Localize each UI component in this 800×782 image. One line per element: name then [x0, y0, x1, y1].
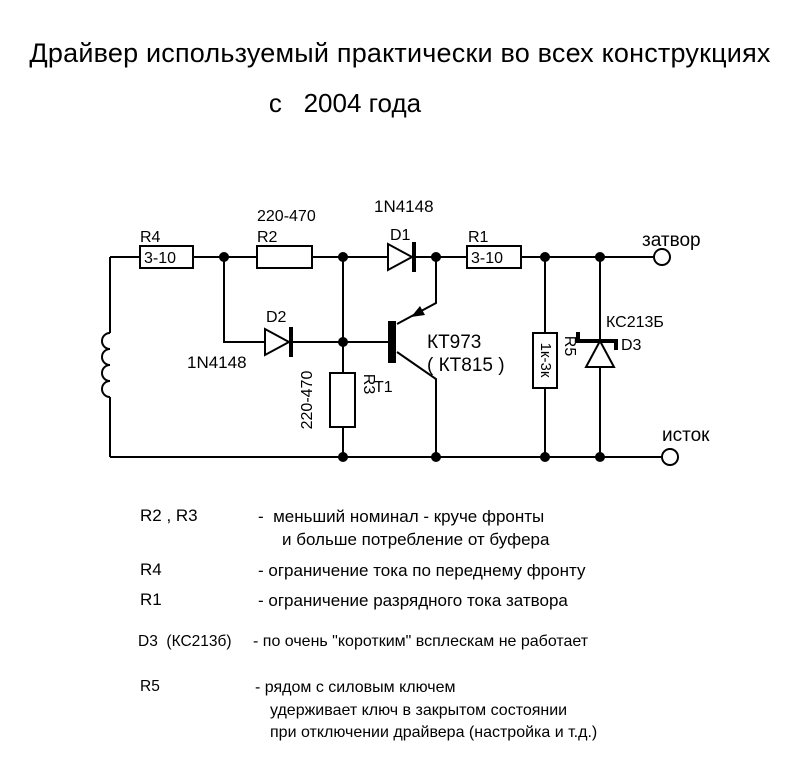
- d3-triangle: [586, 341, 614, 367]
- zener-diode-d3: [578, 314, 664, 367]
- d3-part-number: КС213Б: [606, 314, 664, 331]
- junction-dot: [431, 252, 441, 262]
- r2-label: R2: [257, 229, 278, 246]
- junction-dot: [595, 452, 605, 462]
- d1-label: D1: [390, 227, 411, 244]
- source-terminal: [662, 425, 710, 465]
- legend-row-1-label: R2 , R3: [140, 506, 198, 525]
- legend-row-2-label: R4: [140, 560, 162, 579]
- gate-terminal: [642, 230, 701, 265]
- resistor-r4: [140, 229, 193, 268]
- legend-row-4-line-1: - по очень "коротким" всплескам не работает: [253, 633, 589, 650]
- junction-dot: [338, 452, 348, 462]
- d1-part-number: 1N4148: [374, 197, 434, 216]
- junction-dot: [219, 252, 229, 262]
- junction-dot: [595, 252, 605, 262]
- junction-dot: [338, 252, 348, 262]
- r1-label: R1: [468, 229, 489, 246]
- legend-row-3-line-1: - ограничение разрядного тока затвора: [258, 591, 568, 610]
- legend-row-5-line-3: при отключении драйвера (настройка и т.д.): [270, 724, 598, 741]
- junction-dot: [338, 337, 348, 347]
- r2-value: 220-470: [257, 208, 316, 225]
- t1-part-number: КТ973: [427, 332, 482, 353]
- d1-triangle: [388, 244, 412, 270]
- r2-body: [257, 246, 312, 268]
- r4-label: R4: [140, 229, 161, 246]
- r3-body: [330, 373, 355, 427]
- d2-label: D2: [266, 309, 287, 326]
- gate-terminal-circle: [654, 249, 670, 265]
- gate-terminal-label: затвор: [642, 230, 701, 251]
- resistor-r3: [299, 371, 377, 430]
- t1-label: T1: [374, 379, 393, 396]
- legend-row-1-line-1: - меньший номинал - круче фронты: [258, 507, 545, 526]
- t1-alt-part-number: ( КТ815 ): [427, 355, 505, 376]
- legend-row-5-line-1: - рядом с силовым ключем: [255, 679, 456, 696]
- d2-part-number: 1N4148: [187, 353, 247, 372]
- legend-row-5-label: R5: [140, 678, 160, 695]
- junction-dot: [540, 452, 550, 462]
- legend-row-1-line-2: и больше потребление от буфера: [282, 530, 550, 549]
- legend-row-3-label: R1: [140, 590, 162, 609]
- t1-base-bar: [388, 321, 396, 363]
- r3-value: 220-470: [299, 370, 316, 430]
- diode-d2: [187, 309, 291, 372]
- legend-row-5-line-2: удерживает ключ в закрытом состоянии: [270, 702, 568, 719]
- r5-value: 1к-3к: [537, 342, 554, 378]
- d3-label: D3: [621, 337, 642, 354]
- d2-branch-wire: [224, 257, 343, 342]
- resistor-r1: [467, 229, 521, 268]
- resistor-r2: [257, 208, 316, 268]
- r4-value: 3-10: [144, 250, 177, 267]
- legend-row-2-line-1: - ограничение тока по переднему фронту: [258, 561, 586, 580]
- resistor-r5: [533, 333, 578, 388]
- junction-dot: [431, 452, 441, 462]
- junction-dot: [540, 252, 550, 262]
- source-terminal-circle: [662, 449, 678, 465]
- source-terminal-label: исток: [662, 425, 710, 446]
- page-subtitle: с 2004 года: [268, 88, 422, 118]
- diode-d1: [374, 197, 434, 272]
- circuit-wires: [102, 257, 662, 457]
- legend-row-4-label: D3 (КС213б): [138, 633, 232, 650]
- d2-triangle: [265, 329, 289, 355]
- inductor-coil: [102, 333, 110, 397]
- transistor-t1: [374, 306, 505, 396]
- page-title: Драйвер используемый практически во всех конструкциях: [29, 38, 771, 68]
- t1-emitter-arrow: [411, 306, 425, 317]
- r1-value: 3-10: [471, 250, 504, 267]
- r3-label: R3: [360, 373, 377, 395]
- r5-label: R5: [561, 335, 578, 357]
